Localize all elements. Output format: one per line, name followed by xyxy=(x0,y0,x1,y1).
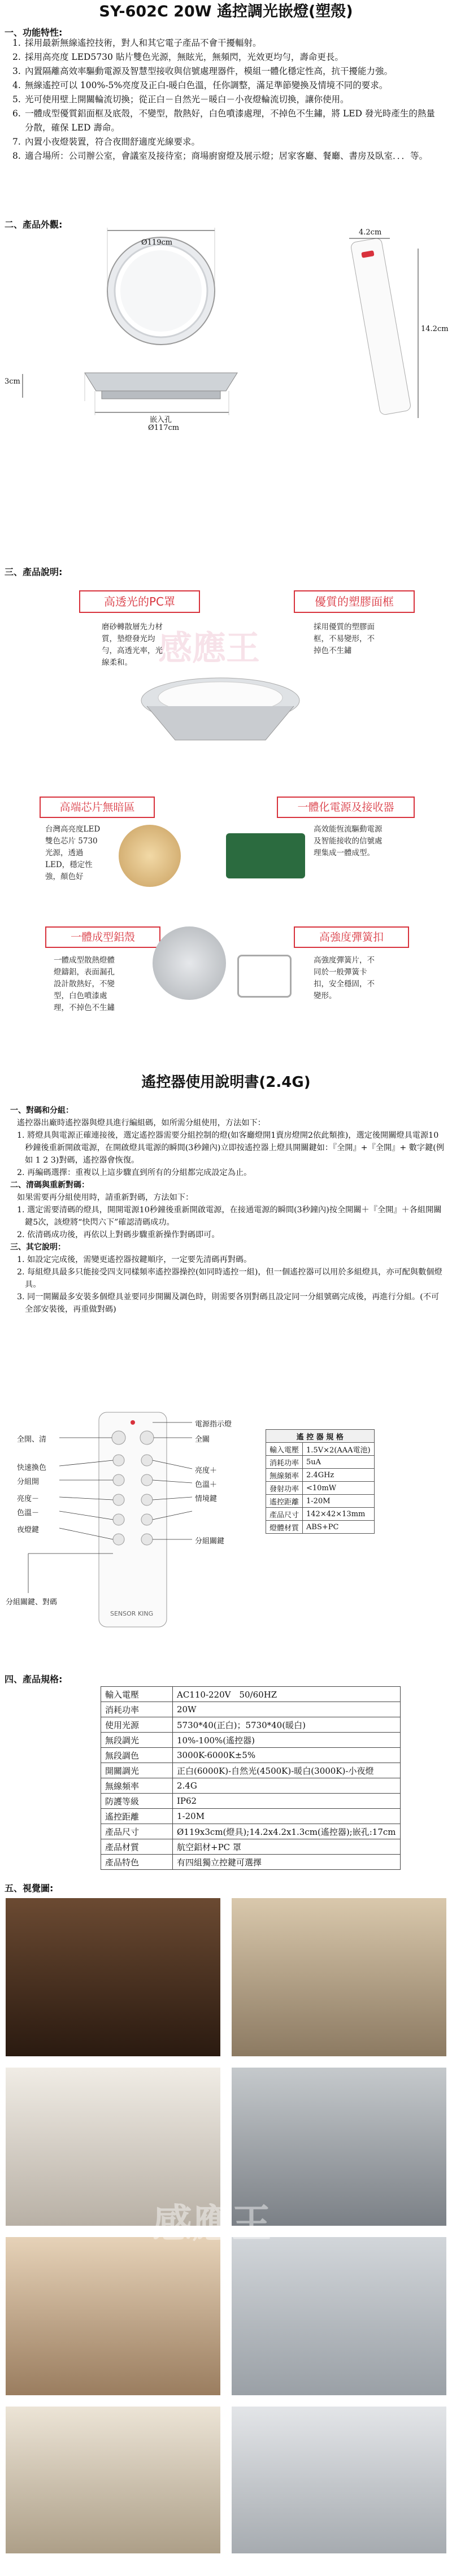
remote-label-all-on: 全開、清 xyxy=(17,1435,47,1444)
spec-row xyxy=(266,1495,375,1508)
product-spec-key: 產品材質 xyxy=(101,1839,173,1855)
spec-value: ABS+PC xyxy=(303,1521,375,1534)
spring-title: 高強度彈簧扣 xyxy=(294,926,409,948)
spring-clip-photo xyxy=(237,955,292,998)
manual-section-heading: 三、其它說明： xyxy=(10,1243,66,1252)
feature-item xyxy=(12,36,442,50)
remote-label-night-light: 夜燈鍵 xyxy=(17,1526,40,1534)
product-spec-key: 無段調色 xyxy=(101,1748,173,1763)
spec-value: 5uA xyxy=(303,1456,375,1469)
remote-label-power: 電源指示燈 xyxy=(195,1420,232,1429)
manual-section-heading: 一、對碼和分組： xyxy=(10,1106,73,1115)
product-spec-key: 開關調光 xyxy=(101,1763,173,1778)
shell-title: 一體成型鋁殼 xyxy=(45,926,160,948)
manual-text xyxy=(10,1104,445,1316)
spec-row xyxy=(266,1508,375,1521)
shell-desc: 一體成型散熱燈體燈鑄鋁，表面漏孔設計散熱好，不變型，白色噴漆處理，不掉色不生鏽 xyxy=(54,956,115,1012)
product-spec-row xyxy=(101,1702,401,1717)
remote-width-label: 4.2cm xyxy=(359,228,382,237)
spring-desc: 高強度彈簧片，不同於一般彈簧卡扣，安全穩固，不變形。 xyxy=(314,956,375,1000)
aluminum-shell-photo xyxy=(153,926,226,1000)
manual-paragraph: 1. 如設定完成後，需變更遙控器按鍵順序，一定要先清碼再對碼。 xyxy=(17,1255,252,1264)
spec-row xyxy=(266,1456,375,1469)
product-spec-row xyxy=(101,1839,401,1855)
product-spec-value: 1-20M xyxy=(173,1809,401,1824)
appearance-figure xyxy=(0,226,452,441)
manual-paragraph: 2. 依清碼成功後，再依以上對碼步驟重新操作對碼即可。 xyxy=(17,1230,220,1239)
remote-label-group-off: 分組關鍵 xyxy=(195,1537,225,1546)
manual-title: 遙控器使用說明書(2.4G) xyxy=(141,1074,311,1091)
feature-number: 8. xyxy=(12,151,21,161)
photo-store xyxy=(232,2407,446,2553)
frame-title: 優質的塑膠面框 xyxy=(294,590,415,613)
remote-label-dim-down: 亮度－ xyxy=(17,1495,40,1503)
product-spec-row xyxy=(101,1748,401,1763)
feature-number: 6. xyxy=(12,108,21,119)
photo-gallery xyxy=(6,1898,446,2565)
remote-label-group-on: 分組開 xyxy=(17,1478,40,1486)
feature-text: 內置隔離高效率驅動電源及智慧型接收與信號處理器件，模組一體化穩定性高，抗干擾能力強。 xyxy=(25,66,393,76)
photo-dining xyxy=(6,2407,220,2553)
feature-number: 7. xyxy=(12,137,21,147)
feature-number: 4. xyxy=(12,80,21,90)
remote-label-scene: 情境鍵 xyxy=(195,1495,218,1503)
product-spec-value: AC110-220V 50/60HZ xyxy=(173,1687,401,1702)
product-spec-key: 產品特色 xyxy=(101,1855,173,1870)
spec-key: 輸入電壓 xyxy=(266,1443,303,1456)
spec-key: 無線頻率 xyxy=(266,1469,303,1482)
spec-key: 發射功率 xyxy=(266,1482,303,1495)
spec-value: 1-20M xyxy=(303,1495,375,1508)
product-spec-value: 10%-100%(遙控器) xyxy=(173,1733,401,1748)
photo-living-room xyxy=(6,1898,220,2056)
driver-desc: 高效能恆流驅動電源及智能接收的信號處理集成一體成型。 xyxy=(314,825,383,858)
lamp-photo xyxy=(136,667,305,751)
feature-text: 無線遙控可以 100%-5%亮度及正白-暖白色溫，任你調整，滿足準節變換及情境不同的要求。 xyxy=(25,80,388,90)
driver-title: 一體化電源及接收器 xyxy=(277,797,415,818)
product-spec-key: 遙控距離 xyxy=(101,1809,173,1824)
feature-number: 5. xyxy=(12,94,21,105)
product-spec-row xyxy=(101,1733,401,1748)
feature-item xyxy=(12,79,442,93)
lamp-dimension-drawing xyxy=(0,226,452,441)
product-spec-value: 航空鋁材+PC 罩 xyxy=(173,1839,401,1855)
product-spec-key: 無段調光 xyxy=(101,1733,173,1748)
product-spec-key: 輸入電壓 xyxy=(101,1687,173,1702)
product-spec-value: Ø119x3cm(燈具);14.2x4.2x1.3cm(遙控器);嵌孔:17cm xyxy=(173,1824,401,1839)
driver-photo xyxy=(226,833,305,878)
product-spec-key: 無線頻率 xyxy=(101,1778,173,1794)
feature-text: 一體成型優質鋁面框及底殼，不變型，散熱好，白色噴漆處理，不掉色不生鏽，將 LED 發光時產生的熱量分散，確保 LED 壽命。 xyxy=(25,108,435,133)
product-spec-key: 消耗功率 xyxy=(101,1702,173,1717)
spec-value: 1.5V×2(AAA電池) xyxy=(303,1443,375,1456)
feature-item xyxy=(12,93,442,107)
height-label: 3cm xyxy=(5,377,20,386)
feature-item xyxy=(12,50,442,64)
spec-key: 消耗功率 xyxy=(266,1456,303,1469)
features-list xyxy=(12,36,442,163)
watermark-photo: 感應王 xyxy=(153,2200,271,2247)
feature-item xyxy=(12,64,442,79)
spec-key: 產品尺寸 xyxy=(266,1508,303,1521)
product-spec-row xyxy=(101,1855,401,1870)
manual-section-heading: 二、清碼與重新對碼： xyxy=(10,1181,89,1190)
spec-value: <10mW xyxy=(303,1482,375,1495)
product-spec-value: 3000K-6000K±5% xyxy=(173,1748,401,1763)
spec-key: 遙控距離 xyxy=(266,1495,303,1508)
appearance-heading: 二、產品外觀: xyxy=(5,219,63,230)
product-spec-value: 有四組獨立控鍵可選擇 xyxy=(173,1855,401,1870)
product-spec-value: IP62 xyxy=(173,1794,401,1809)
manual-paragraph: 2. 再編碼選擇：重複以上這步驟直到所有的分組都完成設定為止。 xyxy=(17,1168,252,1177)
remote-spec-table xyxy=(266,1429,375,1534)
manual-paragraph: 2. 每組燈具最多只能接受四支同樣頻率遙控器操控(如同時遙控一組)，但一個遙控器可以用於多組燈具，亦可配與數個燈具。 xyxy=(17,1268,442,1289)
product-spec-row xyxy=(101,1687,401,1702)
manual-paragraph: 3. 同一開關最多安裝多個燈具並要同步開關及調色時，則需要各別對碼且設定同一分組號碼完成後，再進行分組。(不可全部安裝後，再重做對碼) xyxy=(17,1293,440,1314)
remote-label-brightness-up: 亮度＋ xyxy=(195,1467,218,1475)
manual-paragraph: 如果需要再分組使用時，請重新對碼，方法如下： xyxy=(17,1193,194,1202)
manual-paragraph: 1. 將燈具與電源正確連接後，選定遙控器需要分組控制的燈(如客廳燈開1賣房燈開2依此類推)，選定後開關燈具電源10秒鐘後重新開啟電源，在開啟燈具電源的瞬間(3秒鐘內)立即按遙控器上燈具開關鍵如：『全開』+『全開』+ 數字鍵(例如 1 2 3)對碼，遙控器會恢復。 xyxy=(17,1131,445,1165)
feature-text: 採用高亮度 LED5730 貼片雙色光源，無眩光，無頻閃，光效更均勻，壽命更長。 xyxy=(25,52,344,62)
product-spec-table xyxy=(101,1686,401,1870)
product-spec-row xyxy=(101,1778,401,1794)
photo-corridor xyxy=(232,2237,446,2395)
remote-spec-title: 遙 控 器 規 格 xyxy=(266,1430,375,1443)
remote-diagram xyxy=(6,1378,271,1638)
photo-hall xyxy=(232,1898,446,2056)
remote-label-color-plus: 色溫＋ xyxy=(195,1481,218,1489)
remote-label-group-off-clear: 分組關鍵、對碼 xyxy=(6,1598,58,1607)
visuals-heading: 五、視覺圖: xyxy=(5,1883,54,1894)
feature-text: 光可使用壁上開關輪流切換；從正白－自然光－暖白－小夜燈輪流切換，讓你使用。 xyxy=(25,94,349,105)
cutout-value: Ø117cm xyxy=(148,424,180,432)
feature-text: 內置小夜燈裝置，符合夜間舒適度光線要求。 xyxy=(25,137,201,147)
feature-text: 適合場所：公司辦公室，會議室及接待室；商場廚窗燈及展示燈；居家客廳、餐廳、書房及臥室．．．等。 xyxy=(25,151,428,161)
product-spec-key: 使用光源 xyxy=(101,1717,173,1733)
product-spec-value: 2.4G xyxy=(173,1778,401,1794)
cutout-label: 嵌入孔 xyxy=(150,416,172,424)
spec-row xyxy=(266,1482,375,1495)
feature-item xyxy=(12,107,442,135)
product-spec-row xyxy=(101,1717,401,1733)
spec-row xyxy=(266,1521,375,1534)
page-title: SY-602C 20W 遙控調光嵌燈(塑殼) xyxy=(99,3,353,20)
features-heading: 一、功能特性: xyxy=(5,27,63,38)
product-spec-value: 5730*40(正白)；5730*40(暖白) xyxy=(173,1717,401,1733)
feature-number: 3. xyxy=(12,66,21,76)
product-spec-row xyxy=(101,1824,401,1839)
remote-brand: SENSOR KING xyxy=(110,1610,154,1617)
spec-key: 燈體材質 xyxy=(266,1521,303,1534)
feature-number: 2. xyxy=(12,52,21,62)
remote-label-fast-dim: 快速換色 xyxy=(17,1464,47,1472)
manual-paragraph: 1. 選定需要清碼的燈具，開開電源10秒鐘後重新開啟電源，在接通電源的瞬間(3秒鐘內)按全開關＋『全開』＋各組開關鍵5次，該燈將“快閃六下”確認清碼成功。 xyxy=(17,1206,442,1227)
product-spec-row xyxy=(101,1809,401,1824)
spec-row xyxy=(266,1443,375,1456)
diameter-label: Ø119cm xyxy=(141,238,173,247)
manual-paragraph: 遙控器出廠時遙控器與燈具進行編組碼，如所需分組使用，方法如下： xyxy=(17,1119,266,1128)
product-spec-value: 20W xyxy=(173,1702,401,1717)
specs-heading: 四、產品規格: xyxy=(5,1674,63,1685)
explanation-heading: 三、產品說明: xyxy=(5,567,63,577)
product-spec-key: 產品尺寸 xyxy=(101,1824,173,1839)
remote-length-label: 14.2cm xyxy=(421,325,449,333)
feature-item xyxy=(12,149,442,163)
remote-label-all-off: 全關 xyxy=(195,1435,210,1444)
led-board-photo xyxy=(119,825,181,887)
product-spec-row xyxy=(101,1763,401,1778)
feature-number: 1. xyxy=(12,38,21,48)
product-spec-value: 正白(6000K)-自然光(4500K)-暖白(3000K)-小夜燈 xyxy=(173,1763,401,1778)
product-spec-key: 防護等級 xyxy=(101,1794,173,1809)
chip-title: 高端芯片無暗區 xyxy=(40,797,155,818)
pc-cover-desc: 磨砂轉散層先力材質，墊燈發光均勻，高透光率，光線柔和。 xyxy=(102,623,163,667)
spec-row xyxy=(266,1469,375,1482)
feature-text: 採用最新無線遙控技術，對人和其它電子產品不會干擾輻射。 xyxy=(25,38,262,48)
spec-value: 2.4GHz xyxy=(303,1469,375,1482)
chip-desc: 台灣高亮度LED雙色芯片 5730 光源，透過LED，穩定性強，顏色好 xyxy=(45,825,101,881)
watermark-logo: 感應王 xyxy=(158,629,260,668)
frame-desc: 採用優質的塑膠面框，不易變形，不掉色不生鏽 xyxy=(314,623,375,655)
product-spec-row xyxy=(101,1794,401,1809)
spec-value: 142×42×13mm xyxy=(303,1508,375,1521)
pc-cover-title: 高透光的PC罩 xyxy=(79,590,200,613)
remote-label-color-minus: 色溫－ xyxy=(17,1509,40,1517)
feature-item xyxy=(12,135,442,149)
photo-bedroom xyxy=(6,2237,220,2395)
